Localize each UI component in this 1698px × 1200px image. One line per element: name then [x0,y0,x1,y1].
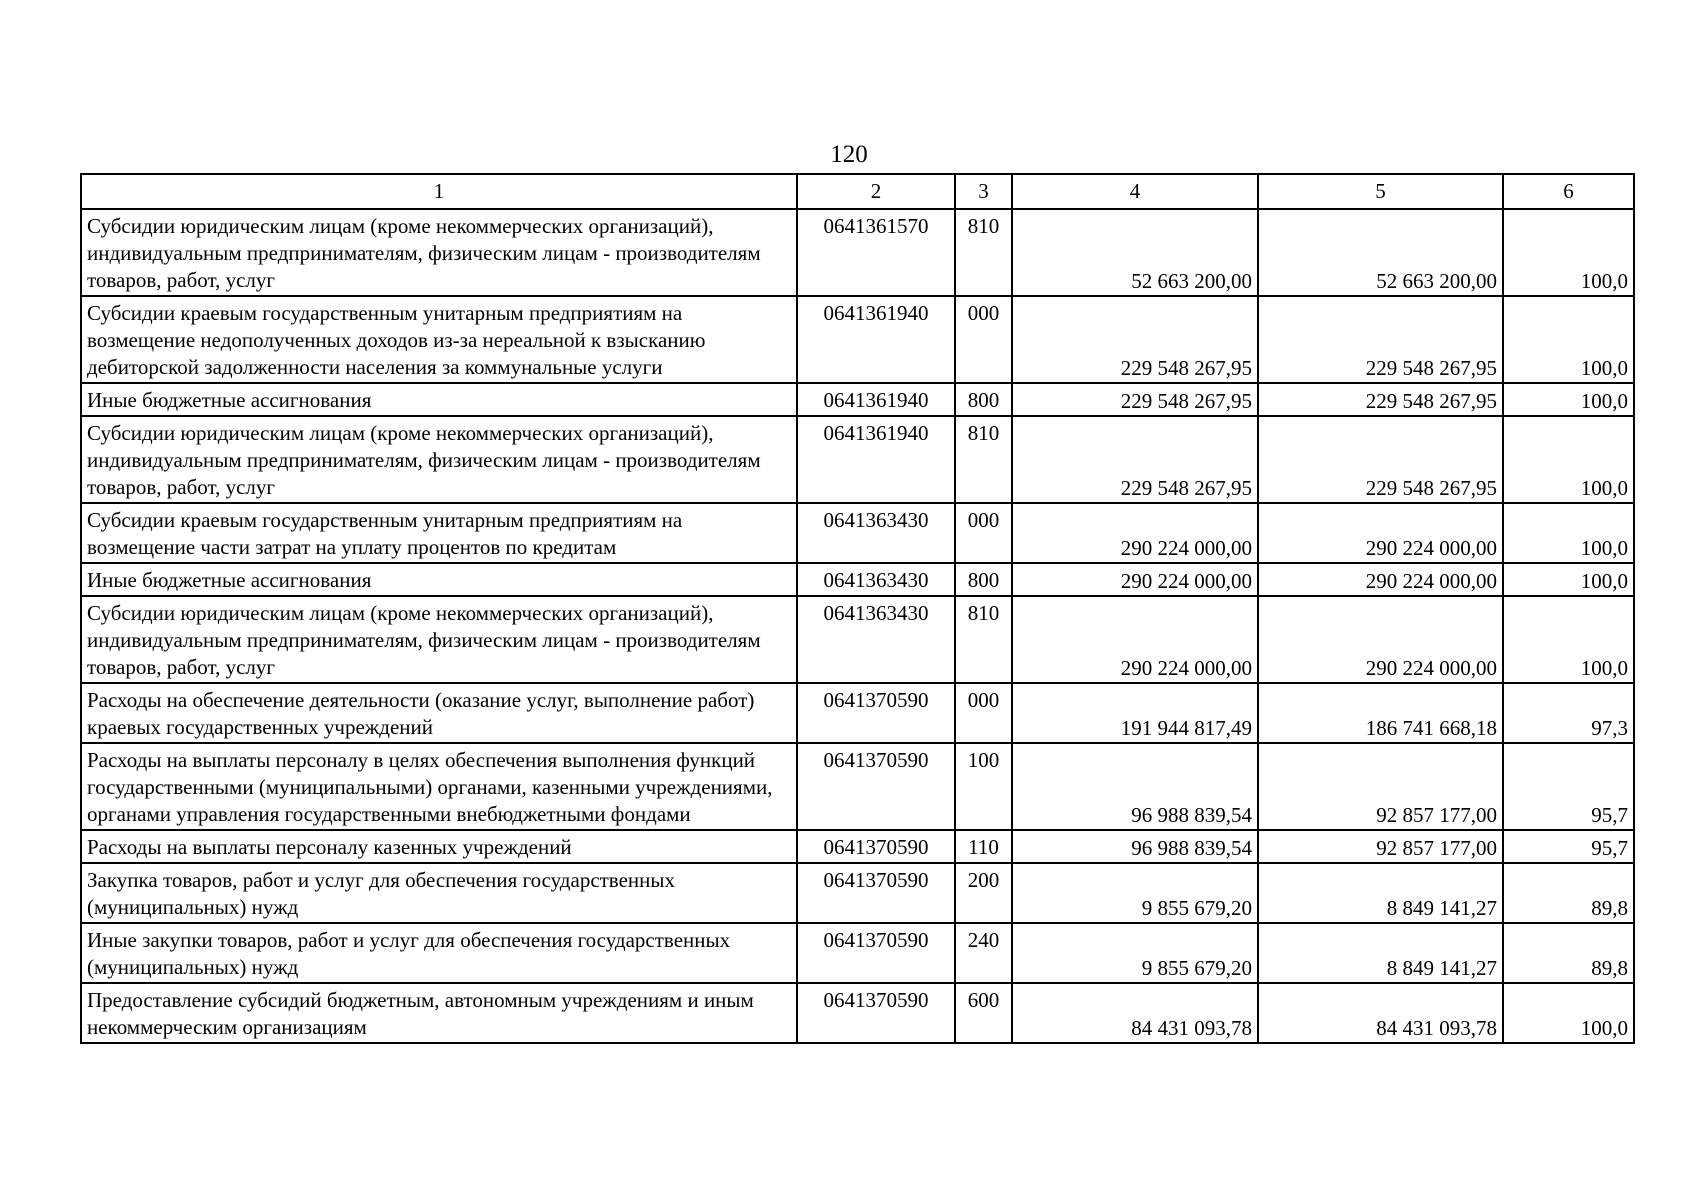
table-row [81,683,1634,743]
row-percent-executed: 100,0 [1503,983,1634,1043]
row-target-code: 0641363430 [797,596,955,683]
column-header-6: 6 [1503,174,1634,209]
row-expense-type: 200 [955,863,1012,923]
row-percent-executed: 100,0 [1503,596,1634,683]
row-description: Закупка товаров, работ и услуг для обеспечения государственных (муниципальных) нужд [81,863,797,923]
table-row [81,503,1634,563]
table-row [81,416,1634,503]
row-expense-type: 810 [955,209,1012,296]
row-percent-executed: 100,0 [1503,563,1634,596]
column-header-2: 2 [797,174,955,209]
column-header-1: 1 [81,174,797,209]
row-description: Субсидии краевым государственным унитарным предприятиям на возмещение части затрат на уплату процентов по кредитам [81,503,797,563]
table-row [81,863,1634,923]
row-expense-type: 000 [955,296,1012,383]
table-row [81,983,1634,1043]
table-row [81,563,1634,596]
row-planned-amount: 191 944 817,49 [1012,683,1258,743]
row-percent-executed: 100,0 [1503,503,1634,563]
row-planned-amount: 84 431 093,78 [1012,983,1258,1043]
row-target-code: 0641370590 [797,863,955,923]
row-description: Субсидии юридическим лицам (кроме некоммерческих организаций), индивидуальным предпринимателям, физическим лицам - производителям товаров, работ, услуг [81,596,797,683]
row-description: Иные бюджетные ассигнования [81,383,797,416]
row-executed-amount: 290 224 000,00 [1258,596,1503,683]
row-expense-type: 800 [955,383,1012,416]
row-description: Расходы на выплаты персоналу в целях обеспечения выполнения функций государственными (муниципальными) органами, казенными учреждениями, органами управления государственными внебюджетными фондами [81,743,797,830]
row-description: Субсидии юридическим лицам (кроме некоммерческих организаций), индивидуальным предпринимателям, физическим лицам - производителям товаров, работ, услуг [81,209,797,296]
row-planned-amount: 96 988 839,54 [1012,830,1258,863]
row-percent-executed: 100,0 [1503,416,1634,503]
row-description: Иные закупки товаров, работ и услуг для обеспечения государственных (муниципальных) нужд [81,923,797,983]
row-planned-amount: 9 855 679,20 [1012,863,1258,923]
row-target-code: 0641361940 [797,383,955,416]
row-executed-amount: 8 849 141,27 [1258,923,1503,983]
row-percent-executed: 100,0 [1503,383,1634,416]
row-target-code: 0641363430 [797,563,955,596]
row-percent-executed: 95,7 [1503,830,1634,863]
row-target-code: 0641361570 [797,209,955,296]
row-planned-amount: 290 224 000,00 [1012,503,1258,563]
row-target-code: 0641370590 [797,830,955,863]
table-row [81,743,1634,830]
table-body [81,209,1634,1043]
row-executed-amount: 229 548 267,95 [1258,416,1503,503]
page-number: 120 [830,141,868,168]
row-planned-amount: 229 548 267,95 [1012,296,1258,383]
row-planned-amount: 229 548 267,95 [1012,383,1258,416]
row-expense-type: 810 [955,596,1012,683]
column-header-4: 4 [1012,174,1258,209]
row-planned-amount: 290 224 000,00 [1012,596,1258,683]
column-header-3: 3 [955,174,1012,209]
row-expense-type: 600 [955,983,1012,1043]
row-description: Расходы на выплаты персоналу казенных учреждений [81,830,797,863]
row-description: Субсидии юридическим лицам (кроме некоммерческих организаций), индивидуальным предпринимателям, физическим лицам - производителям товаров, работ, услуг [81,416,797,503]
row-expense-type: 000 [955,503,1012,563]
row-percent-executed: 100,0 [1503,296,1634,383]
row-description: Расходы на обеспечение деятельности (оказание услуг, выполнение работ) краевых государственных учреждений [81,683,797,743]
row-expense-type: 810 [955,416,1012,503]
row-planned-amount: 52 663 200,00 [1012,209,1258,296]
table-row [81,596,1634,683]
row-expense-type: 110 [955,830,1012,863]
row-executed-amount: 229 548 267,95 [1258,383,1503,416]
row-planned-amount: 290 224 000,00 [1012,563,1258,596]
row-executed-amount: 92 857 177,00 [1258,830,1503,863]
row-target-code: 0641370590 [797,983,955,1043]
row-planned-amount: 229 548 267,95 [1012,416,1258,503]
row-planned-amount: 96 988 839,54 [1012,743,1258,830]
table-row [81,296,1634,383]
row-executed-amount: 84 431 093,78 [1258,983,1503,1043]
row-executed-amount: 186 741 668,18 [1258,683,1503,743]
row-executed-amount: 290 224 000,00 [1258,563,1503,596]
row-executed-amount: 8 849 141,27 [1258,863,1503,923]
row-percent-executed: 97,3 [1503,683,1634,743]
table-row [81,923,1634,983]
row-target-code: 0641363430 [797,503,955,563]
row-description: Предоставление субсидий бюджетным, автономным учреждениям и иным некоммерческим организациям [81,983,797,1043]
row-percent-executed: 100,0 [1503,209,1634,296]
row-target-code: 0641370590 [797,923,955,983]
row-expense-type: 800 [955,563,1012,596]
table-row [81,830,1634,863]
column-header-5: 5 [1258,174,1503,209]
row-percent-executed: 89,8 [1503,863,1634,923]
row-target-code: 0641370590 [797,683,955,743]
row-description: Иные бюджетные ассигнования [81,563,797,596]
row-target-code: 0641361940 [797,416,955,503]
row-executed-amount: 290 224 000,00 [1258,503,1503,563]
row-target-code: 0641370590 [797,743,955,830]
table-row [81,383,1634,416]
row-executed-amount: 52 663 200,00 [1258,209,1503,296]
budget-table [80,173,1635,1044]
row-description: Субсидии краевым государственным унитарным предприятиям на возмещение недополученных доходов из-за нереальной к взысканию дебиторской задолженности населения за коммунальные услуги [81,296,797,383]
row-expense-type: 000 [955,683,1012,743]
row-executed-amount: 229 548 267,95 [1258,296,1503,383]
row-expense-type: 240 [955,923,1012,983]
row-expense-type: 100 [955,743,1012,830]
row-planned-amount: 9 855 679,20 [1012,923,1258,983]
row-percent-executed: 95,7 [1503,743,1634,830]
column-number-row [81,174,1634,209]
row-executed-amount: 92 857 177,00 [1258,743,1503,830]
table-row [81,209,1634,296]
row-target-code: 0641361940 [797,296,955,383]
row-percent-executed: 89,8 [1503,923,1634,983]
